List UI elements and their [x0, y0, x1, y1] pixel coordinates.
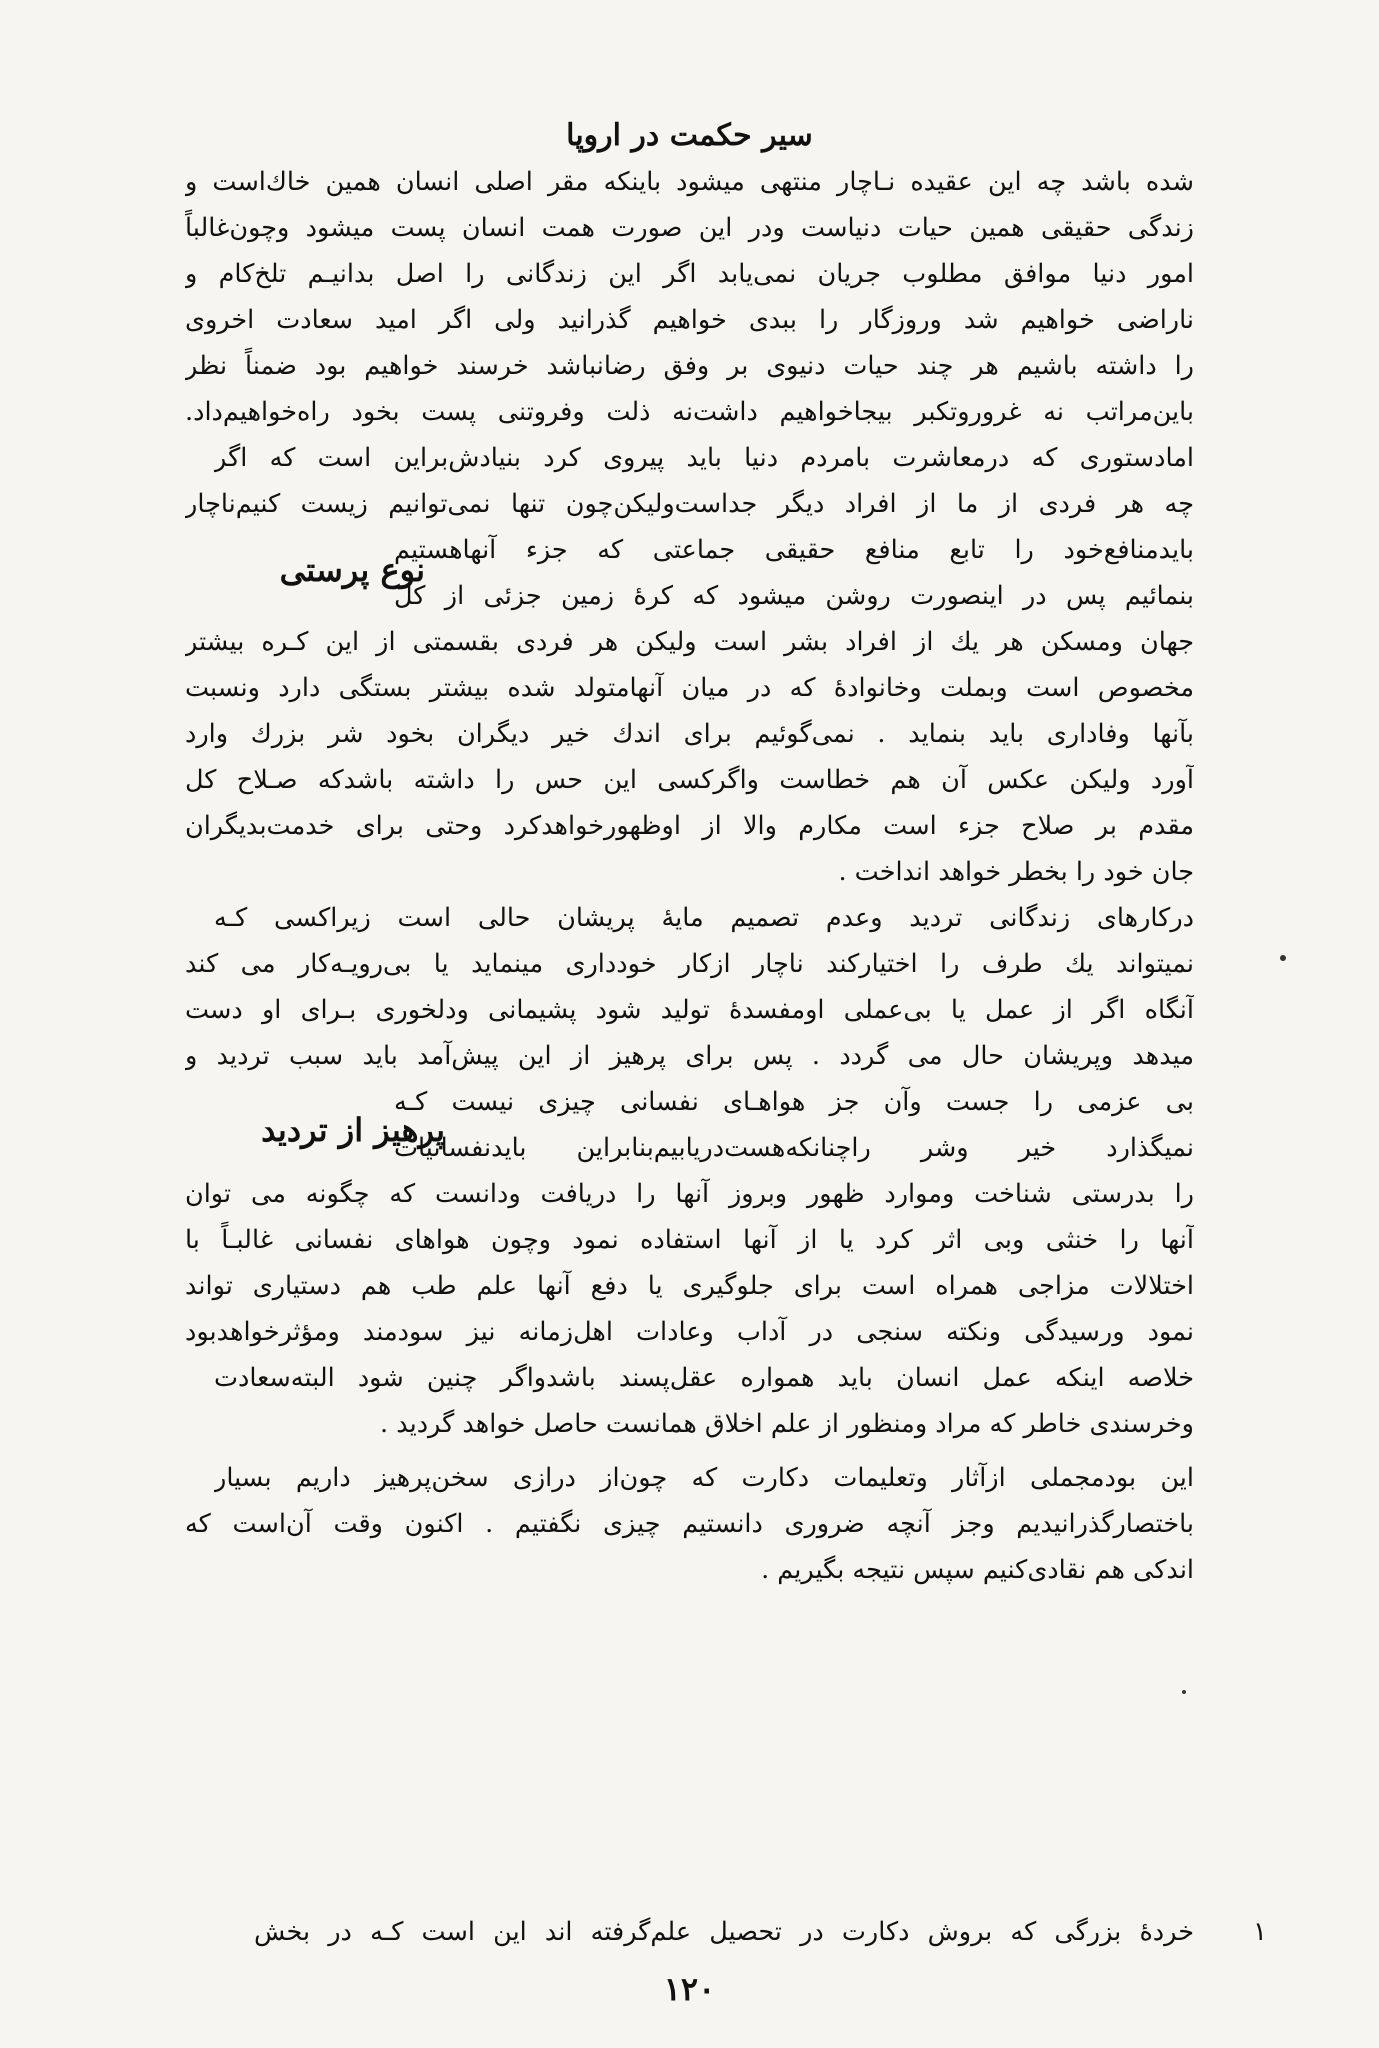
page-number: ۱۲۰: [663, 1970, 716, 2008]
text-line: نمود ورسیدگی ونکته سنجی در آداب وعادات اهل‌زمانه نیز سودمند ومؤثرخواهدبود: [185, 1317, 1194, 1347]
text-line: جان خود را بخطر خواهد انداخت .: [838, 857, 1194, 887]
text-line: باین‌مراتب نه غرورو‌تکبر بیجاخواهیم داشت‌نه ذلت وفروتنی پست بخود راه‌خواهیم‌داد.: [185, 397, 1194, 427]
text-line: چه هر فردی از ما از افراد دیگر جداست‌ولیکن‌چون تنها نمی‌توانیم زیست کنیم‌ناچار: [185, 489, 1194, 519]
text-line: خلاصه اینکه عمل انسان باید همواره عقل‌پسند باشدواگر چنین شود البته‌سعادت: [214, 1363, 1194, 1393]
text-line: باختصارگذرانیدیم وجز آنچه ضروری دانستیم چیزی نگفتیم . اکنون وقت آن‌است که: [185, 1509, 1194, 1539]
text-line: اندکی هم نقادی‌کنیم سپس نتیجه بگیریم .: [761, 1555, 1194, 1585]
text-line: زندگی حقیقی همین حیات دنیاست ودر این صورت همت انسان پست میشود وچون‌غالباً: [185, 213, 1194, 243]
text-line: نمیگذارد خیر وشر راچنانکه‌هست‌دریابیم‌بنابراین بایدنفسانیات: [394, 1133, 1194, 1163]
text-line: آنها را خنثی وبی اثر کرد یا از آنها استفاده نمود وچون هواهای نفسانی غالبـاً با: [185, 1225, 1194, 1255]
text-line: را داشته باشیم هر چند حیات دنیوی بر وفق رضانباشد خرسند خواهیم بود ضمناً نظر: [185, 351, 1194, 381]
text-line: بایدمنافع‌خود را تابع منافع حقیقی جماعتی که جزء آنهاهستیم: [394, 535, 1194, 565]
running-head: سیر حکمت در اروپا: [566, 118, 813, 153]
text-line: درکارهای زندگانی تردید وعدم تصمیم مایهٔ پریشان حالی است زیراکسی کـه: [214, 903, 1194, 933]
text-line: آنگاه اگر از عمل یا بی‌عملی اومفسدهٔ تولید شود پشیمانی ودلخوری بـرای او دست: [185, 995, 1194, 1025]
text-line: شده باشد چه این عقیده نـاچار منتهی میشود باینکه مقر اصلی انسان همین خاك‌است و: [185, 167, 1194, 197]
text-line: را بدرستی شناخت وموارد ظهور وبروز آنها را دریافت ودانست که چگونه می توان: [185, 1179, 1194, 1209]
text-line: این بودمجملی ازآثار وتعلیمات دکارت که چون‌از درازی سخن‌پرهیز داریم بسیار: [214, 1463, 1194, 1493]
text-line: وخرسندی خاطر که مراد ومنظور از علم اخلاق همانست حاصل خواهد گردید .: [380, 1409, 1194, 1439]
text-line: امور دنیا موافق مطلوب جریان نمی‌یابد اگر این زندگانی را اصل بدانیـم تلخ‌کام و: [185, 259, 1194, 289]
margin-heading-altruism: نوع پرستی: [279, 551, 425, 589]
text-line: آورد ولیکن عکس آن هم خطاست واگرکسی این حس را داشته باشدکه صـلاح کل: [185, 765, 1194, 795]
text-line: مقدم بر صلاح جزء است مکارم والا از اوظهورخواهدکرد وحتی برای خدمت‌بدیگران: [185, 811, 1194, 841]
margin-heading-avoiding-doubt: پرهیز از تردید: [261, 1111, 445, 1149]
text-line: میدهد وپریشان حال می گردد . پس برای پرهیز از این پیش‌آمد باید سبب تردید و: [185, 1041, 1194, 1071]
text-line: بی عزمی را جست وآن جز هواهـای نفسانی چیزی نیست کـه: [394, 1087, 1194, 1117]
text-line: امادستوری که درمعاشرت بامردم دنیا باید پیروی کرد بنیادش‌براین است که اگر: [214, 443, 1194, 473]
text-line: جهان ومسکن هر یك از افراد بشر است ولیکن هر فردی بقسمتی از این کـره بیشتر: [185, 627, 1194, 657]
footnote-text: خردهٔ بزرگی که بروش دکارت در تحصیل علم‌گرفته اند این است کـه در بخش: [254, 1917, 1194, 1947]
footnote-number: ۱: [1253, 1917, 1267, 1947]
text-line: نمیتواند یك طرف را اختیارکند ناچار ازکار خودداری مینماید یا بی‌رویـه‌کار می کند: [185, 949, 1194, 979]
stray-mark: [1280, 955, 1286, 961]
text-line: ناراضی خواهیم شد وروزگار را ببدی خواهیم گذرانید ولی اگر امید سعادت اخروی: [185, 305, 1194, 335]
text-line: بنمائیم پس در اینصورت روشن میشود که کرهٔ زمین جزئی از کل: [394, 581, 1194, 611]
text-line: اختلالات مزاجی همراه است برای جلوگیری یا دفع آنها علم طب هم دستیاری تواند: [185, 1271, 1194, 1301]
text-line: بآنها وفاداری باید بنماید . نمی‌گوئیم برای اندك خیر دیگران بخود شر بزرك وارد: [185, 719, 1194, 749]
text-line: مخصوص است وبملت وخانوادهٔ که در میان آنهامتولد شده بیشتر بستگی دارد ونسبت: [185, 673, 1194, 703]
stray-mark: [1182, 1690, 1186, 1694]
